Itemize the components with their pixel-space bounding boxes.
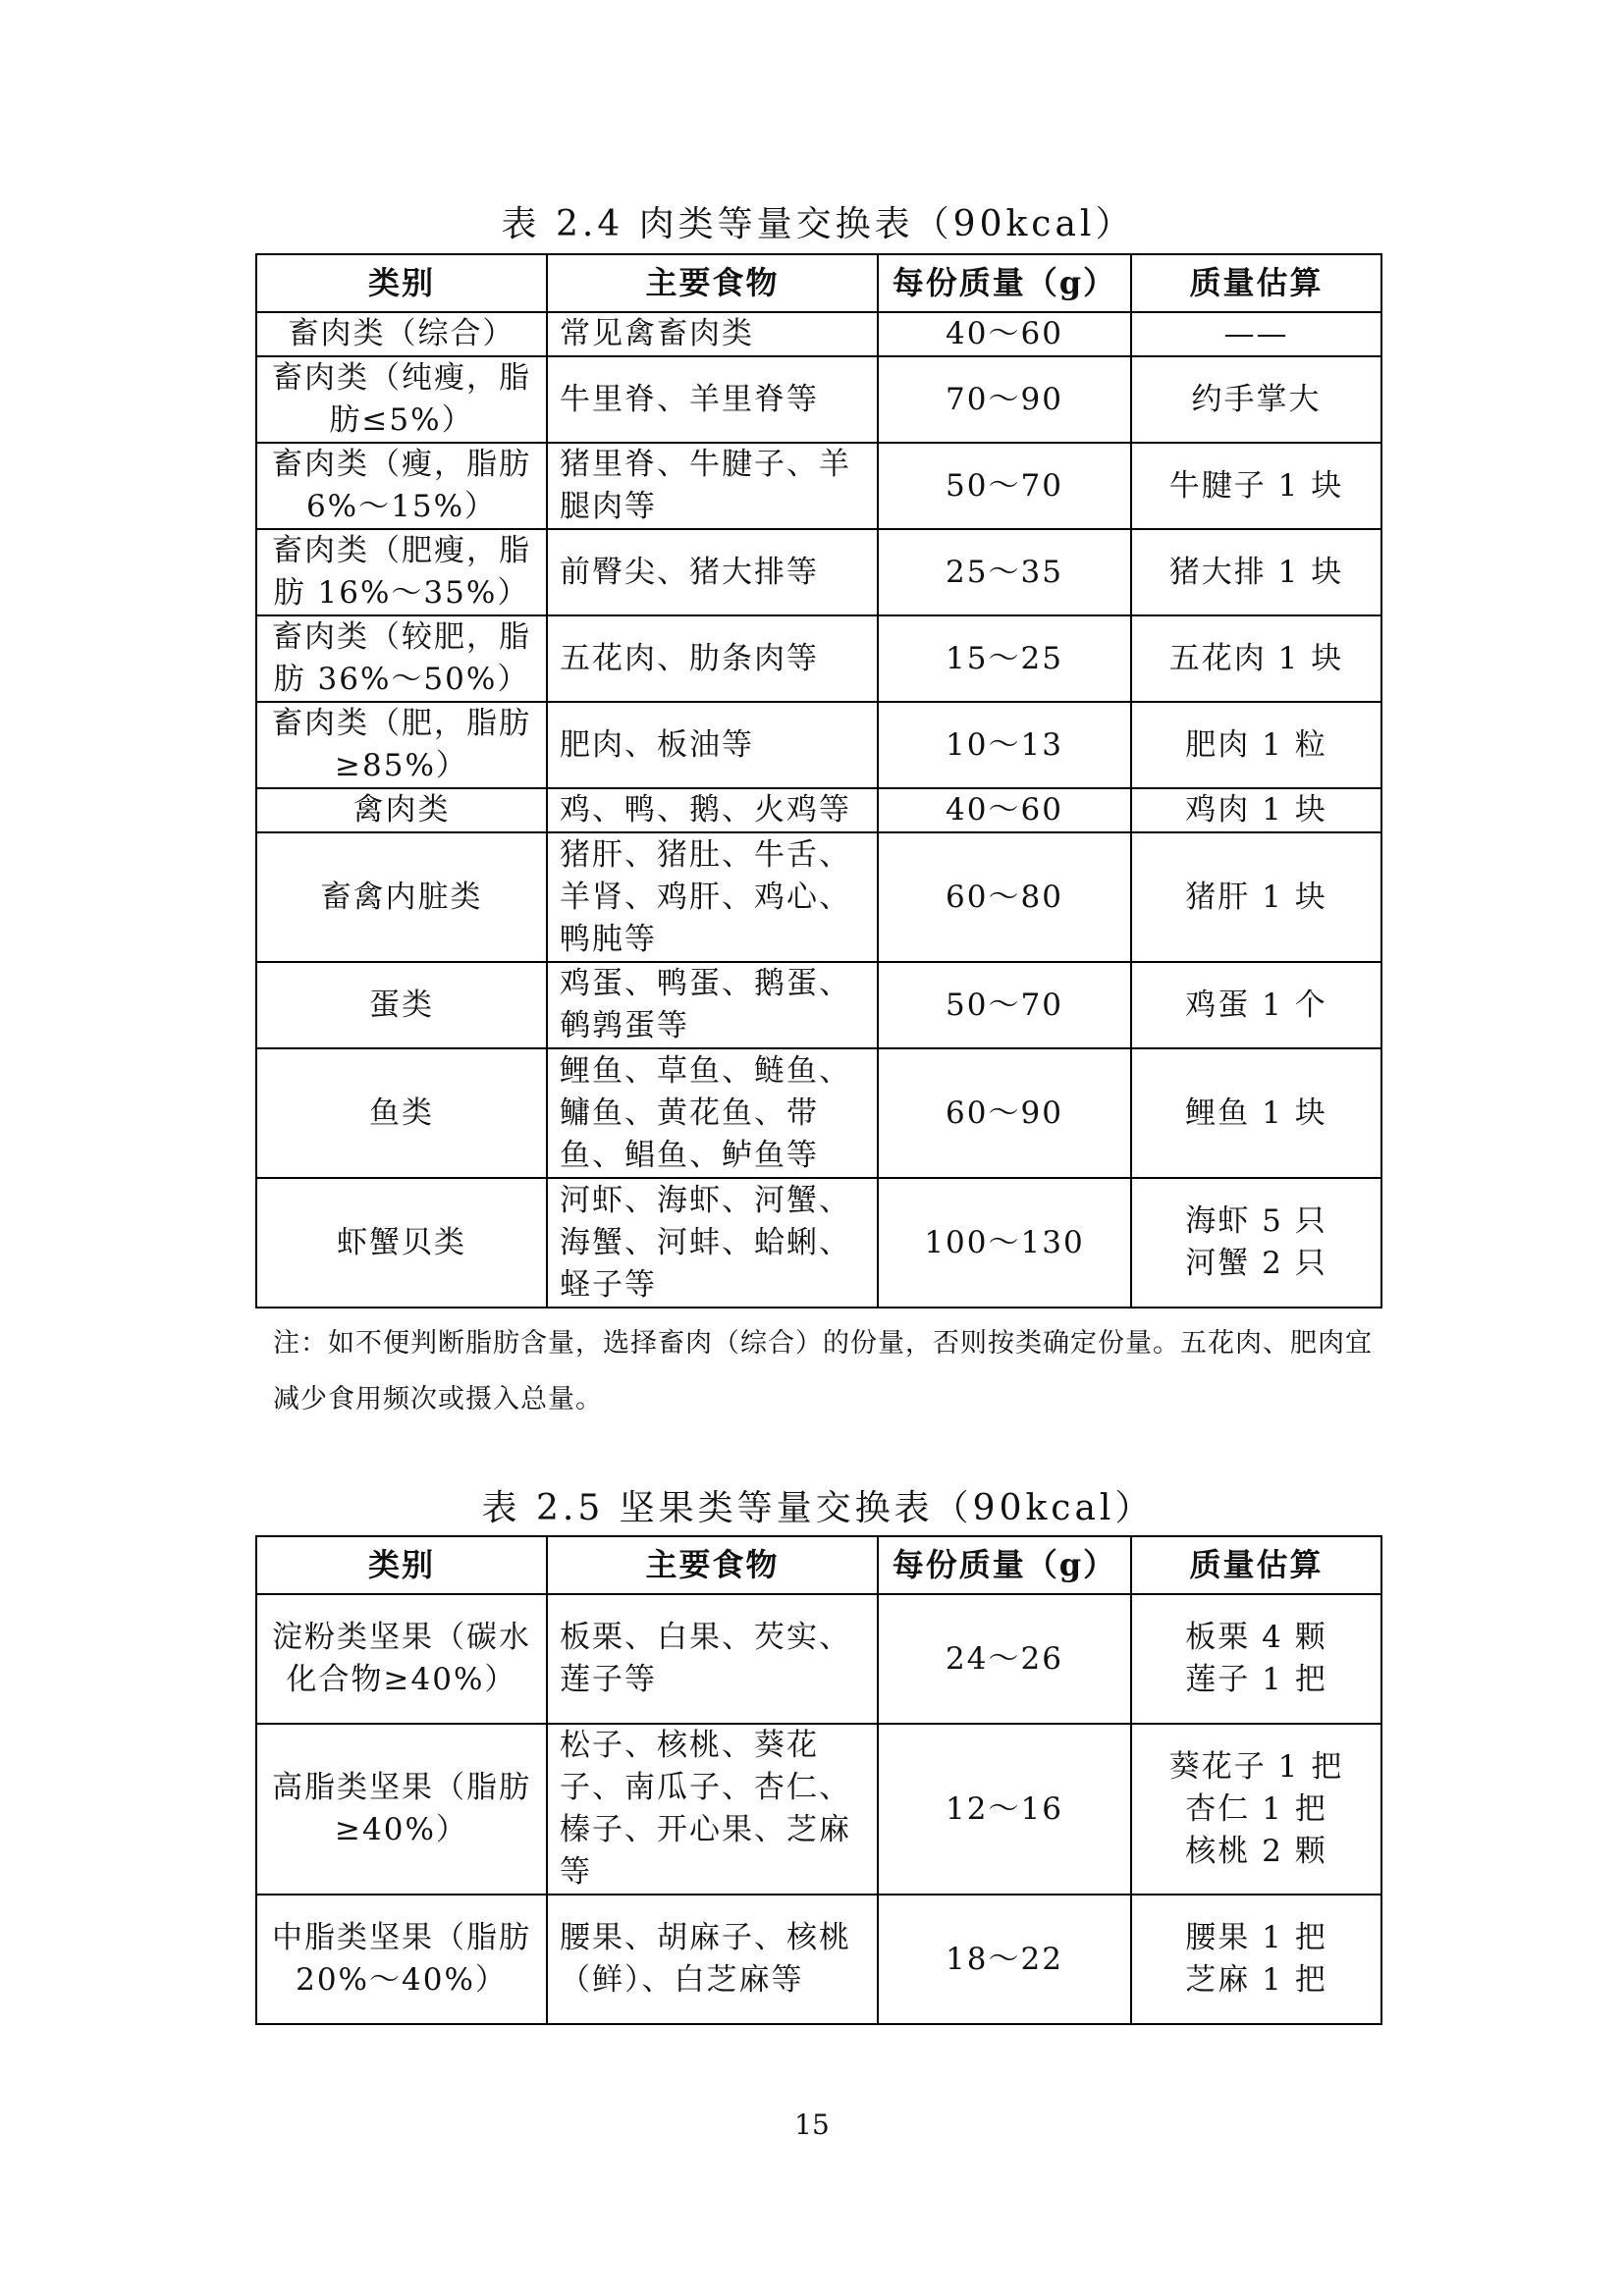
- cell-weight: 100～130: [878, 1178, 1131, 1308]
- column-header-category: 类别: [256, 1536, 547, 1594]
- cell-estimate: 约手掌大: [1131, 356, 1381, 443]
- cell-weight: 24～26: [878, 1594, 1131, 1724]
- cell-foods: 腰果、胡麻子、核桃（鲜）、白芝麻等: [547, 1895, 878, 2024]
- estimate-line: 葵花子 1 把: [1168, 1748, 1344, 1785]
- table-nuts: [255, 1535, 1382, 2025]
- table-header-row: [256, 254, 1381, 312]
- cell-estimate: [1131, 1895, 1381, 2024]
- table-meat: [255, 253, 1382, 1308]
- table-row: [256, 615, 1381, 702]
- cell-weight: 15～25: [878, 615, 1131, 702]
- cell-weight: 50～70: [878, 443, 1131, 529]
- cell-category: 畜肉类（较肥，脂肪 36%～50%）: [256, 615, 547, 702]
- cell-weight: 70～90: [878, 356, 1131, 443]
- page-number: 15: [794, 2109, 830, 2141]
- table-row: [256, 1178, 1381, 1308]
- cell-weight: 12～16: [878, 1724, 1131, 1895]
- estimate-line: 芝麻 1 把: [1185, 1962, 1327, 1998]
- cell-category: 畜肉类（综合）: [256, 312, 547, 356]
- cell-weight: 40～60: [878, 312, 1131, 356]
- estimate-line: 腰果 1 把: [1185, 1920, 1327, 1955]
- estimate-line: 河蟹 2 只: [1185, 1246, 1327, 1281]
- cell-estimate: [1131, 1178, 1381, 1308]
- cell-category: 中脂类坚果（脂肪 20%～40%）: [256, 1895, 547, 2024]
- cell-weight: 60～90: [878, 1048, 1131, 1178]
- table-header-row: [256, 1536, 1381, 1594]
- column-header-foods: 主要食物: [547, 1536, 878, 1594]
- cell-category: 高脂类坚果（脂肪≥40%）: [256, 1724, 547, 1895]
- cell-estimate: 鸡蛋 1 个: [1131, 962, 1381, 1048]
- table-row: [256, 962, 1381, 1048]
- cell-weight: 50～70: [878, 962, 1131, 1048]
- cell-estimate: 肥肉 1 粒: [1131, 702, 1381, 788]
- cell-category: 鱼类: [256, 1048, 547, 1178]
- table-meat-note: 注：如不便判断脂肪含量，选择畜肉（综合）的份量，否则按类确定份量。五花肉、肥肉宜减少食用频次或摄入总量。: [273, 1328, 1373, 1415]
- cell-foods: 猪肝、猪肚、牛舌、羊肾、鸡肝、鸡心、鸭肫等: [547, 832, 878, 962]
- cell-category: 畜肉类（肥，脂肪≥85%）: [256, 702, 547, 788]
- estimate-line: 莲子 1 把: [1185, 1662, 1327, 1697]
- cell-foods: 猪里脊、牛腱子、羊腿肉等: [547, 443, 878, 529]
- cell-category: 禽肉类: [256, 788, 547, 832]
- column-header-category: 类别: [256, 254, 547, 312]
- table-meat-caption: 表 2.4 肉类等量交换表（90kcal）: [501, 204, 1135, 244]
- cell-weight: 18～22: [878, 1895, 1131, 2024]
- table-row: [256, 1895, 1381, 2024]
- cell-foods: 前臀尖、猪大排等: [547, 529, 878, 615]
- estimate-line: 杏仁 1 把: [1185, 1790, 1327, 1827]
- cell-foods: 河虾、海虾、河蟹、海蟹、河蚌、蛤蜊、蛏子等: [547, 1178, 878, 1308]
- column-header-estimate: 质量估算: [1131, 1536, 1381, 1594]
- estimate-line: 板栗 4 颗: [1185, 1620, 1327, 1655]
- cell-estimate: 鸡肉 1 块: [1131, 788, 1381, 832]
- table-row: [256, 702, 1381, 788]
- cell-foods: 五花肉、肋条肉等: [547, 615, 878, 702]
- cell-category: 蛋类: [256, 962, 547, 1048]
- table-nuts-caption: 表 2.5 坚果类等量交换表（90kcal）: [481, 1488, 1155, 1528]
- cell-weight: 25～35: [878, 529, 1131, 615]
- table-row: [256, 312, 1381, 356]
- cell-estimate: 牛腱子 1 块: [1131, 443, 1381, 529]
- table-row: [256, 1594, 1381, 1724]
- table-row: [256, 356, 1381, 443]
- column-header-foods: 主要食物: [547, 254, 878, 312]
- cell-weight: 60～80: [878, 832, 1131, 962]
- cell-estimate: 猪肝 1 块: [1131, 832, 1381, 962]
- cell-estimate: ——: [1131, 312, 1381, 356]
- column-header-estimate: 质量估算: [1131, 254, 1381, 312]
- cell-foods: 鸡蛋、鸭蛋、鹅蛋、鹌鹑蛋等: [547, 962, 878, 1048]
- table-row: [256, 443, 1381, 529]
- cell-category: 淀粉类坚果（碳水化合物≥40%）: [256, 1594, 547, 1724]
- table-row: [256, 1724, 1381, 1895]
- cell-estimate: [1131, 1724, 1381, 1895]
- table-row: [256, 832, 1381, 962]
- cell-foods: 板栗、白果、芡实、莲子等: [547, 1594, 878, 1724]
- cell-estimate: 猪大排 1 块: [1131, 529, 1381, 615]
- table-row: [256, 788, 1381, 832]
- cell-category: 畜肉类（瘦，脂肪 6%～15%）: [256, 443, 547, 529]
- cell-foods: 鲤鱼、草鱼、鲢鱼、鳙鱼、黄花鱼、带鱼、鲳鱼、鲈鱼等: [547, 1048, 878, 1178]
- cell-category: 畜禽内脏类: [256, 832, 547, 962]
- column-header-weight: 每份质量（g）: [878, 254, 1131, 312]
- cell-foods: 松子、核桃、葵花子、南瓜子、杏仁、榛子、开心果、芝麻等: [547, 1724, 878, 1895]
- table-row: [256, 529, 1381, 615]
- cell-foods: 鸡、鸭、鹅、火鸡等: [547, 788, 878, 832]
- cell-foods: 牛里脊、羊里脊等: [547, 356, 878, 443]
- cell-weight: 40～60: [878, 788, 1131, 832]
- column-header-weight: 每份质量（g）: [878, 1536, 1131, 1594]
- table-row: [256, 1048, 1381, 1178]
- cell-estimate: 五花肉 1 块: [1131, 615, 1381, 702]
- cell-foods: 常见禽畜肉类: [547, 312, 878, 356]
- cell-foods: 肥肉、板油等: [547, 702, 878, 788]
- estimate-line: 核桃 2 颗: [1185, 1833, 1327, 1869]
- cell-estimate: [1131, 1594, 1381, 1724]
- cell-category: 虾蟹贝类: [256, 1178, 547, 1308]
- cell-category: 畜肉类（肥瘦，脂肪 16%～35%）: [256, 529, 547, 615]
- estimate-line: 海虾 5 只: [1185, 1203, 1327, 1239]
- cell-estimate: 鲤鱼 1 块: [1131, 1048, 1381, 1178]
- cell-category: 畜肉类（纯瘦，脂肪≤5%）: [256, 356, 547, 443]
- cell-weight: 10～13: [878, 702, 1131, 788]
